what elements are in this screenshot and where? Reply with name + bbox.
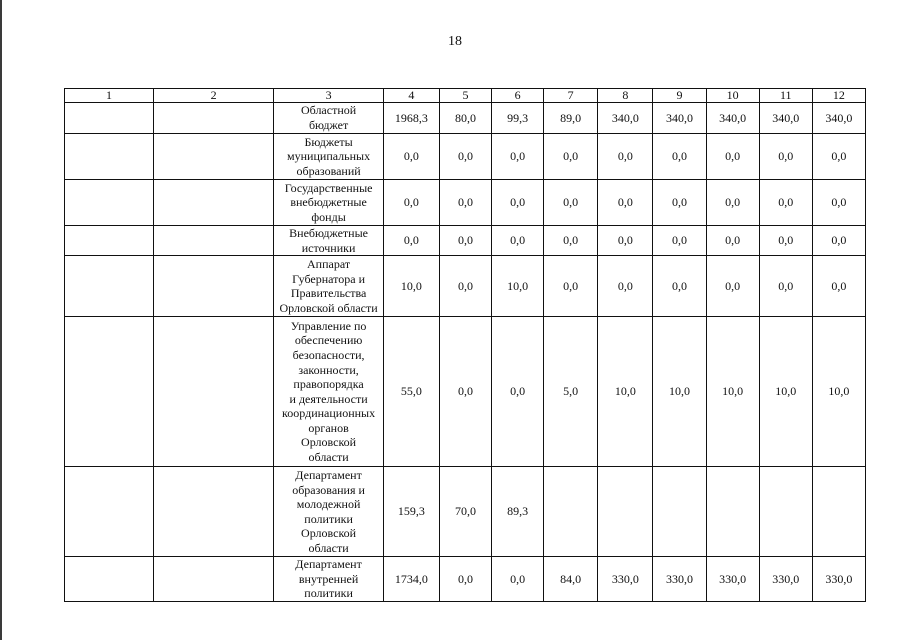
row-category: Внебюджетные источники (274, 226, 383, 256)
value-cell: 340,0 (598, 103, 653, 134)
cell-col1 (65, 256, 154, 317)
value-cell: 0,0 (812, 134, 865, 180)
row-category: Аппарат Губернатора и Правительства Орловской области (274, 256, 383, 317)
value-cell: 10,0 (492, 256, 544, 317)
value-cell: 330,0 (706, 557, 759, 602)
value-cell: 84,0 (544, 557, 598, 602)
cell-col1 (65, 317, 154, 467)
cell-col1 (65, 557, 154, 602)
column-header: 3 (274, 89, 383, 103)
column-header: 5 (439, 89, 491, 103)
budget-table (64, 88, 866, 602)
value-cell: 10,0 (653, 317, 706, 467)
value-cell: 10,0 (759, 317, 812, 467)
table-row (65, 557, 866, 602)
row-category: Государственные внебюджетные фонды (274, 180, 383, 226)
value-cell: 0,0 (653, 134, 706, 180)
cell-col1 (65, 103, 154, 134)
value-cell: 0,0 (383, 134, 439, 180)
column-header: 4 (383, 89, 439, 103)
value-cell: 10,0 (706, 317, 759, 467)
value-cell: 0,0 (439, 134, 491, 180)
column-header: 9 (653, 89, 706, 103)
column-header: 11 (759, 89, 812, 103)
value-cell: 0,0 (653, 180, 706, 226)
value-cell: 55,0 (383, 317, 439, 467)
value-cell: 0,0 (439, 180, 491, 226)
value-cell: 80,0 (439, 103, 491, 134)
value-cell: 0,0 (439, 557, 491, 602)
value-cell: 10,0 (812, 317, 865, 467)
value-cell: 10,0 (383, 256, 439, 317)
value-cell: 0,0 (812, 180, 865, 226)
cell-col2 (153, 134, 274, 180)
value-cell (706, 467, 759, 557)
value-cell: 0,0 (492, 134, 544, 180)
value-cell: 0,0 (544, 256, 598, 317)
value-cell: 0,0 (706, 180, 759, 226)
value-cell (598, 467, 653, 557)
cell-col2 (153, 467, 274, 557)
column-header: 2 (153, 89, 274, 103)
cell-col2 (153, 256, 274, 317)
value-cell: 0,0 (706, 134, 759, 180)
value-cell: 0,0 (492, 557, 544, 602)
value-cell: 340,0 (706, 103, 759, 134)
cell-col2 (153, 317, 274, 467)
table-row (65, 317, 866, 467)
value-cell (812, 467, 865, 557)
value-cell: 330,0 (598, 557, 653, 602)
column-header: 12 (812, 89, 865, 103)
value-cell: 5,0 (544, 317, 598, 467)
cell-col1 (65, 180, 154, 226)
value-cell: 330,0 (812, 557, 865, 602)
value-cell: 340,0 (812, 103, 865, 134)
table-row (65, 256, 866, 317)
value-cell: 0,0 (759, 256, 812, 317)
page-left-edge (0, 0, 2, 640)
value-cell: 0,0 (653, 226, 706, 256)
page-number: 18 (448, 34, 462, 49)
table-row (65, 467, 866, 557)
column-header: 10 (706, 89, 759, 103)
value-cell: 89,3 (492, 467, 544, 557)
value-cell: 0,0 (812, 256, 865, 317)
value-cell: 330,0 (759, 557, 812, 602)
value-cell: 99,3 (492, 103, 544, 134)
value-cell: 0,0 (492, 180, 544, 226)
row-category: Управление по обеспечению безопасности, законности, правопорядка и деятельности координационных органов Орловской области (274, 317, 383, 467)
value-cell: 0,0 (383, 180, 439, 226)
value-cell (544, 467, 598, 557)
value-cell: 0,0 (492, 226, 544, 256)
value-cell: 159,3 (383, 467, 439, 557)
table-row (65, 134, 866, 180)
column-header: 6 (492, 89, 544, 103)
value-cell: 330,0 (653, 557, 706, 602)
value-cell: 0,0 (653, 256, 706, 317)
column-header: 8 (598, 89, 653, 103)
value-cell: 1968,3 (383, 103, 439, 134)
value-cell (759, 467, 812, 557)
cell-col1 (65, 134, 154, 180)
value-cell: 340,0 (653, 103, 706, 134)
value-cell: 0,0 (759, 226, 812, 256)
row-category: Департамент образования и молодежной политики Орловской области (274, 467, 383, 557)
value-cell: 0,0 (439, 256, 491, 317)
table-header-row (65, 89, 866, 103)
cell-col2 (153, 557, 274, 602)
table-row (65, 103, 866, 134)
cell-col2 (153, 103, 274, 134)
column-header: 7 (544, 89, 598, 103)
row-category: Департамент внутренней политики (274, 557, 383, 602)
value-cell: 0,0 (706, 256, 759, 317)
value-cell: 89,0 (544, 103, 598, 134)
value-cell: 340,0 (759, 103, 812, 134)
table-row (65, 226, 866, 256)
value-cell: 70,0 (439, 467, 491, 557)
value-cell: 0,0 (812, 226, 865, 256)
value-cell: 1734,0 (383, 557, 439, 602)
row-category: Бюджеты муниципальных образований (274, 134, 383, 180)
value-cell: 0,0 (492, 317, 544, 467)
value-cell: 10,0 (598, 317, 653, 467)
value-cell: 0,0 (439, 317, 491, 467)
value-cell: 0,0 (598, 180, 653, 226)
cell-col2 (153, 226, 274, 256)
cell-col1 (65, 226, 154, 256)
value-cell: 0,0 (544, 180, 598, 226)
cell-col1 (65, 467, 154, 557)
value-cell: 0,0 (544, 226, 598, 256)
cell-col2 (153, 180, 274, 226)
value-cell: 0,0 (759, 134, 812, 180)
value-cell: 0,0 (383, 226, 439, 256)
column-header: 1 (65, 89, 154, 103)
value-cell: 0,0 (706, 226, 759, 256)
table-row (65, 180, 866, 226)
value-cell: 0,0 (598, 134, 653, 180)
value-cell: 0,0 (439, 226, 491, 256)
row-category: Областной бюджет (274, 103, 383, 134)
value-cell: 0,0 (598, 226, 653, 256)
value-cell: 0,0 (759, 180, 812, 226)
value-cell: 0,0 (544, 134, 598, 180)
value-cell (653, 467, 706, 557)
value-cell: 0,0 (598, 256, 653, 317)
